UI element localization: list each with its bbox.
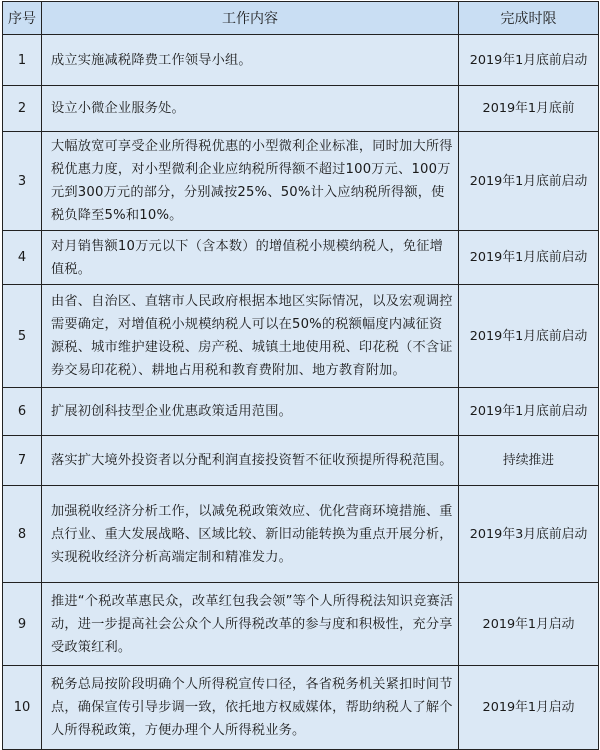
row-content: 成立实施减税降费工作领导小组。 [42, 35, 459, 86]
table-row [3, 132, 599, 231]
header-content: 工作内容 [42, 2, 459, 35]
row-deadline: 2019年1月启动 [459, 583, 599, 666]
header-index: 序号 [3, 2, 42, 35]
row-index: 4 [3, 231, 42, 285]
row-index: 10 [3, 666, 42, 750]
row-deadline: 2019年1月底前启动 [459, 285, 599, 388]
row-deadline: 持续推进 [459, 436, 599, 486]
row-content: 推进“个税改革惠民众，改革红包我会领”等个人所得税法知识竞赛活动，进一步提高社会公众个人所得税改革的参与度和积极性，充分享受政策红利。 [42, 583, 459, 666]
row-deadline: 2019年1月底前启动 [459, 132, 599, 231]
header-row [3, 2, 599, 35]
row-index: 1 [3, 35, 42, 86]
row-deadline: 2019年1月底前 [459, 86, 599, 132]
row-content: 大幅放宽可享受企业所得税优惠的小型微利企业标准，同时加大所得税优惠力度，对小型微利企业应纳税所得额不超过100万元、100万元到300万元的部分，分别减按25%、50%计入应纳税所得额，使税负降至5%和10%。 [42, 132, 459, 231]
row-content: 设立小微企业服务处。 [42, 86, 459, 132]
row-deadline: 2019年1月底前启动 [459, 231, 599, 285]
row-index: 6 [3, 388, 42, 436]
table-row [3, 35, 599, 86]
row-index: 8 [3, 486, 42, 583]
row-content: 由省、自治区、直辖市人民政府根据本地区实际情况，以及宏观调控需要确定，对增值税小规模纳税人可以在50%的税额幅度内减征资源税、城市维护建设税、房产税、城镇土地使用税、印花税（不含证券交易印花税）、耕地占用税和教育费附加、地方教育附加。 [42, 285, 459, 388]
row-index: 3 [3, 132, 42, 231]
row-index: 9 [3, 583, 42, 666]
row-deadline: 2019年3月底前启动 [459, 486, 599, 583]
row-index: 5 [3, 285, 42, 388]
table-row [3, 583, 599, 666]
row-content: 扩展初创科技型企业优惠政策适用范围。 [42, 388, 459, 436]
row-content: 税务总局按阶段明确个人所得税宣传口径，各省税务机关紧扣时间节点，确保宣传引导步调一致，依托地方权威媒体，帮助纳税人了解个人所得税政策，方便办理个人所得税业务。 [42, 666, 459, 750]
row-index: 2 [3, 86, 42, 132]
table-row [3, 486, 599, 583]
row-content: 对月销售额10万元以下（含本数）的增值税小规模纳税人，免征增值税。 [42, 231, 459, 285]
row-index: 7 [3, 436, 42, 486]
table-row [3, 436, 599, 486]
row-content: 加强税收经济分析工作，以减免税政策效应、优化营商环境措施、重点行业、重大发展战略、区域比较、新旧动能转换为重点开展分析，实现税收经济分析高端定制和精准发力。 [42, 486, 459, 583]
table-row [3, 86, 599, 132]
row-deadline: 2019年1月底前启动 [459, 388, 599, 436]
row-deadline: 2019年1月底前启动 [459, 35, 599, 86]
row-deadline: 2019年1月启动 [459, 666, 599, 750]
tax-work-table [2, 1, 599, 750]
table-row [3, 231, 599, 285]
row-content: 落实扩大境外投资者以分配利润直接投资暂不征收预提所得税范围。 [42, 436, 459, 486]
table-row [3, 285, 599, 388]
header-deadline: 完成时限 [459, 2, 599, 35]
table-row [3, 388, 599, 436]
table-row [3, 666, 599, 750]
